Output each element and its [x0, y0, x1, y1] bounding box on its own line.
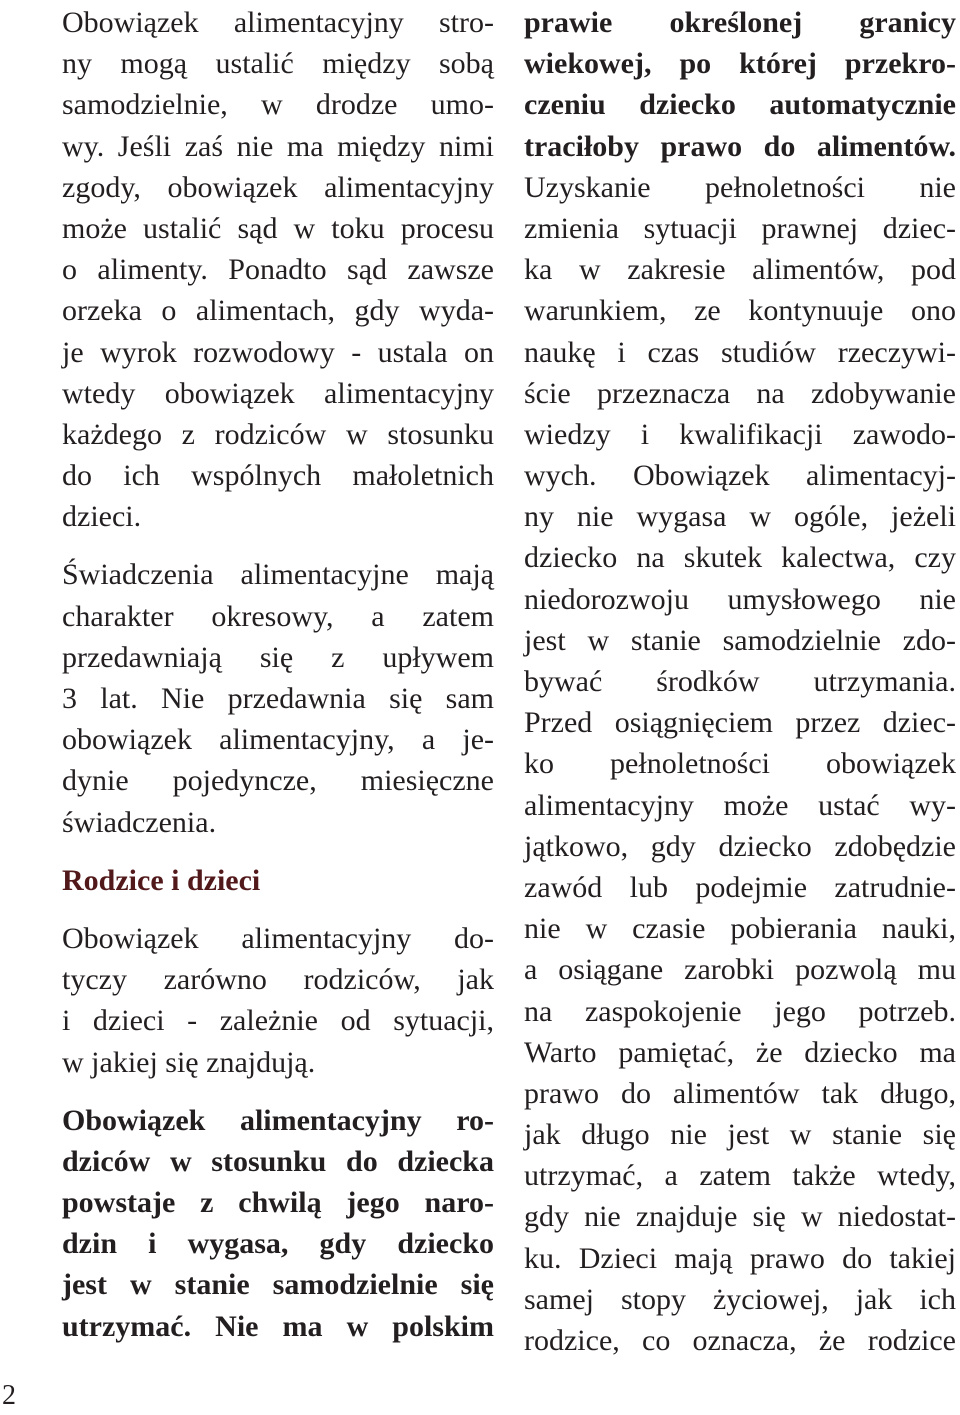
text-line: Obowiązek alimentacyjny do- [62, 921, 494, 955]
text-line: jątkowo, gdy dziecko zdobędzie [524, 829, 956, 863]
text-line: Warto pamiętać, że dziecko ma [524, 1035, 956, 1069]
text-line: nie w czasie pobierania nauki, [524, 912, 956, 946]
text-line: może ustalić sąd w toku procesu [62, 211, 494, 245]
text-line: rodzice, co oznacza, że rodzice [524, 1324, 956, 1357]
text-line: ka w zakresie alimentów, pod [524, 253, 956, 287]
text-line: utrzymać, a zatem także wtedy, [524, 1159, 956, 1193]
text-line: prawo do alimentów tak długo, [524, 1076, 956, 1110]
paragraph-1 [62, 2, 494, 537]
text-line: dzin i wygasa, gdy dziecko [62, 1227, 494, 1261]
text-line: naukę i czas studiów rzeczywi- [524, 335, 956, 369]
text-line: w jakiej się znajdują. [62, 1045, 316, 1079]
text-line: zmienia sytuacji prawnej dziec- [524, 211, 956, 245]
text-line: wy. Jeśli zaś nie ma między nimi [62, 129, 494, 163]
text-line: czeniu dziecko automatycznie [524, 88, 956, 122]
text-line: ku. Dzieci mają prawo do takiej [524, 1241, 956, 1275]
text-line: bywać środków utrzymania. [524, 665, 956, 698]
text-line: na zaspokojenie jego potrzeb. [524, 994, 956, 1028]
text-line: Świadczenia alimentacyjne mają [62, 558, 494, 592]
text-line: orzeka o alimentach, gdy wyda- [62, 294, 494, 328]
text-line: dzieci. [62, 500, 142, 534]
paragraph-4-bold [62, 1100, 494, 1347]
text-line: powstaje z chwilą jego naro- [62, 1186, 494, 1220]
text-line: dynie pojedyncze, miesięczne [62, 764, 494, 798]
text-line: jak długo nie jest w stanie się [524, 1118, 956, 1152]
text-line: Obowiązek alimentacyjny stro- [62, 6, 494, 39]
text-line: wtedy obowiązek alimentacyjny [62, 376, 494, 410]
text-line: dziców w stosunku do dziecka [62, 1144, 494, 1178]
text-line: zawód lub podejmie zatrudnie- [524, 870, 956, 904]
text-line: jest w stanie samodzielnie zdo- [524, 623, 956, 657]
section-heading: Rodzice i dzieci [62, 863, 261, 897]
text-line: samej stopy życiowej, jak ich [524, 1282, 956, 1316]
left-column [62, 2, 494, 1347]
text-line: jest w stanie samodzielnie się [62, 1268, 494, 1302]
text-line: o alimenty. Ponadto sąd zawsze [62, 253, 494, 287]
text-line: prawie określonej granicy [524, 6, 956, 39]
text-line: utrzymać. Nie ma w polskim [62, 1309, 494, 1343]
text-line: dziecko na skutek kalectwa, czy [524, 541, 956, 575]
text-line: ście przeznacza na zdobywanie [524, 376, 956, 410]
text-line: alimentacyjny może ustać wy- [524, 788, 956, 822]
text-line: 3 lat. Nie przedawnia się sam [62, 682, 494, 715]
text-line: przedawniają się z upływem [62, 640, 494, 674]
text-line: Uzyskanie pełnoletności nie [524, 170, 956, 204]
text-line: samodzielnie, w drodze umo- [62, 88, 494, 122]
text-line: gdy nie znajduje się w niedostat- [524, 1200, 956, 1234]
text-line: Przed osiągnięciem przez dziec- [524, 706, 956, 740]
text-line: do ich wspólnych małoletnich [62, 459, 494, 493]
text-line: i dzieci - zależnie od sytuacji, [62, 1004, 494, 1038]
text-line: niedorozwoju umysłowego nie [524, 582, 956, 616]
text-line: wiekowej, po której przekro- [524, 47, 956, 81]
paragraph-continued [524, 167, 956, 1361]
text-line: warunkiem, ze kontynuuje ono [524, 294, 956, 328]
text-line: każdego z rodziców w stosunku [62, 417, 494, 451]
text-line: a osiągane zarobki pozwolą mu [524, 953, 956, 987]
text-line: traciłoby prawo do alimentów. [524, 129, 956, 163]
text-line: tyczy zarówno rodziców, jak [62, 963, 494, 997]
text-line: ko pełnoletności obowiązek [524, 747, 956, 781]
paragraph-3 [62, 918, 494, 1083]
text-line: je wyrok rozwodowy - ustala on [62, 335, 494, 369]
text-line: ny mogą ustalić między sobą [62, 47, 494, 81]
paragraph-continued-bold [524, 2, 956, 167]
text-line: świadczenia. [62, 805, 217, 839]
text-line: wiedzy i kwalifikacji zawodo- [524, 417, 956, 451]
text-line: Obowiązek alimentacyjny ro- [62, 1103, 494, 1137]
page-number: 2 [2, 1380, 16, 1411]
text-line: charakter okresowy, a zatem [62, 599, 494, 633]
text-line: ny nie wygasa w ogóle, jeżeli [524, 500, 956, 534]
text-line: wych. Obowiązek alimentacyj- [524, 459, 956, 493]
right-column [524, 2, 956, 1361]
paragraph-2 [62, 554, 494, 842]
text-line: zgody, obowiązek alimentacyjny [62, 170, 494, 204]
text-line: obowiązek alimentacyjny, a je- [62, 723, 494, 757]
